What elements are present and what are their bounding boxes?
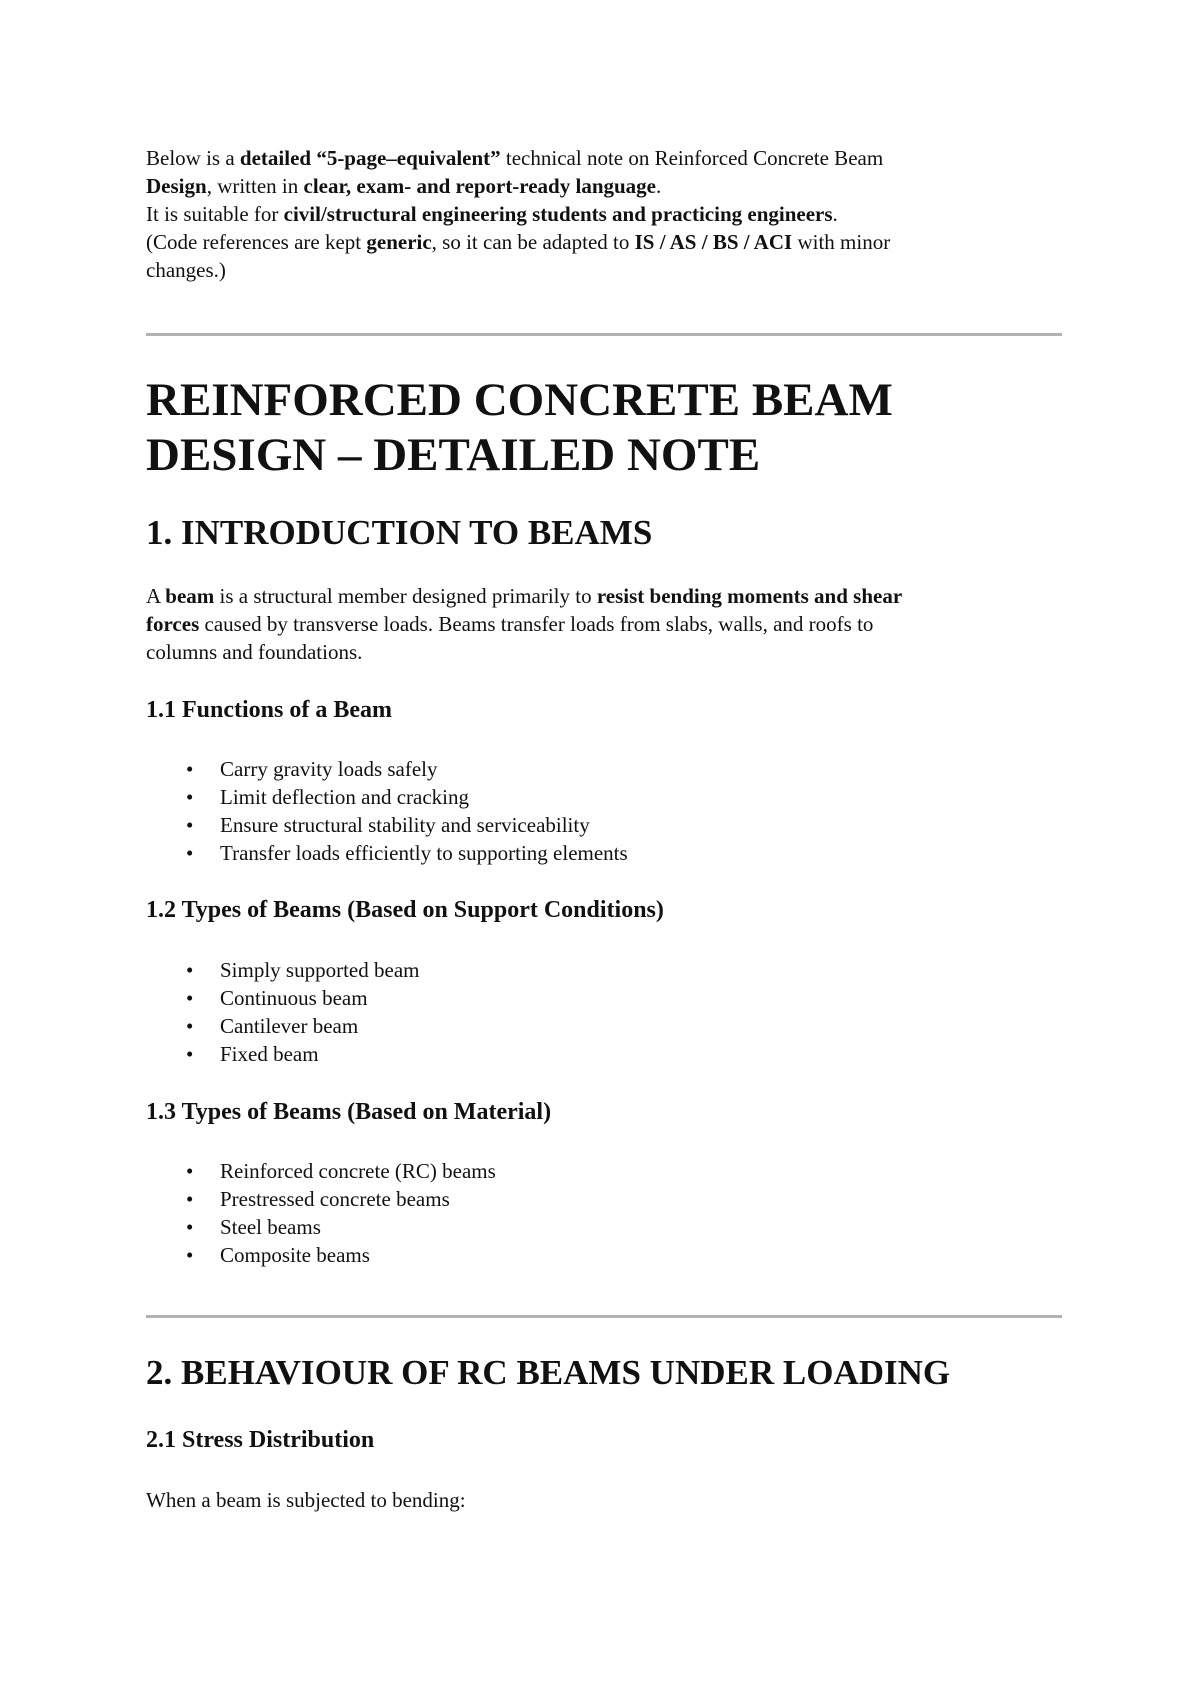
list-item [146,956,419,984]
intro-text: , written in [206,174,304,198]
para-text: A [146,584,166,608]
list-item [146,783,628,811]
list-item [146,1040,419,1068]
para-text: columns and foundations. [146,640,363,664]
intro-text: . [832,202,838,226]
list-item-text: Composite beams [220,1243,370,1267]
intro-bold-text: clear, exam- and report-ready language [303,174,657,198]
intro-line-3 [146,200,1066,228]
subsection-1-1-heading: 1.1 Functions of a Beam [146,697,392,723]
list-item-text: Reinforced concrete (RC) beams [220,1159,496,1183]
bullet-icon: • [186,986,194,1010]
list-item [146,1213,496,1241]
horizontal-divider [146,333,1062,336]
intro-line-4 [146,228,1066,256]
section-2-1-paragraph: When a beam is subjected to bending: [146,1488,466,1512]
title-line-2: DESIGN – DETAILED NOTE [146,429,761,481]
horizontal-divider [146,1315,1062,1318]
intro-text: (Code references are kept [146,230,367,254]
bullet-icon: • [186,1042,194,1066]
document-title [146,373,893,483]
list-item-text: Transfer loads efficiently to supporting elements [220,841,628,865]
bullet-icon: • [186,1159,194,1183]
list-item-text: Carry gravity loads safely [220,757,438,781]
list-item-text: Simply supported beam [220,958,420,982]
functions-list [146,755,628,867]
list-item [146,1241,496,1269]
list-item [146,755,628,783]
subsection-2-1-heading: 2.1 Stress Distribution [146,1427,375,1453]
list-item [146,1157,496,1185]
intro-line-2 [146,172,1066,200]
bullet-icon: • [186,757,194,781]
para-bold-text: forces [146,612,200,636]
support-types-list [146,956,419,1068]
list-item-text: Ensure structural stability and serviceability [220,813,590,837]
intro-text: with minor [792,230,891,254]
section-1-paragraph [146,582,1066,666]
subsection-1-3-heading: 1.3 Types of Beams (Based on Material) [146,1099,552,1125]
list-item [146,811,628,839]
intro-text: It is suitable for [146,202,284,226]
intro-bold-text: IS / AS / BS / ACI [634,230,793,254]
intro-line-1 [146,144,1066,172]
material-types-list [146,1157,496,1269]
intro-text: Below is a [146,146,240,170]
para-bold-text: resist bending moments and shear [596,584,903,608]
bullet-icon: • [186,785,194,809]
list-item [146,839,628,867]
bullet-icon: • [186,958,194,982]
bullet-icon: • [186,1187,194,1211]
list-item-text: Steel beams [220,1215,321,1239]
bullet-icon: • [186,841,194,865]
list-item-text: Fixed beam [220,1042,319,1066]
intro-bold-text: detailed “5-page–equivalent” [239,146,501,170]
list-item-text: Continuous beam [220,986,368,1010]
list-item-text: Prestressed concrete beams [220,1187,450,1211]
intro-paragraph [146,144,1066,284]
section-1-heading: 1. INTRODUCTION TO BEAMS [146,513,653,552]
para-bold-text: beam [165,584,215,608]
intro-line-5: changes.) [146,258,226,282]
list-item-text: Cantilever beam [220,1014,359,1038]
intro-text: technical note on Reinforced Concrete Beam [500,146,884,170]
title-line-1: REINFORCED CONCRETE BEAM [146,374,893,426]
subsection-1-2-heading: 1.2 Types of Beams (Based on Support Conditions) [146,897,664,923]
list-item-text: Limit deflection and cracking [220,785,469,809]
list-item [146,1185,496,1213]
para-text: caused by transverse loads. Beams transfer loads from slabs, walls, and roofs to [199,612,874,636]
intro-bold-text: civil/structural engineering students and practicing engineers [283,202,833,226]
section-2-heading: 2. BEHAVIOUR OF RC BEAMS UNDER LOADING [146,1353,951,1392]
bullet-icon: • [186,1215,194,1239]
bullet-icon: • [186,813,194,837]
bullet-icon: • [186,1243,194,1267]
intro-bold-text: Design [146,174,207,198]
list-item [146,1012,419,1040]
intro-text: , so it can be adapted to [431,230,635,254]
intro-bold-text: generic [366,230,432,254]
list-item [146,984,419,1012]
intro-text: . [656,174,662,198]
para-text: is a structural member designed primarily to [214,584,597,608]
bullet-icon: • [186,1014,194,1038]
